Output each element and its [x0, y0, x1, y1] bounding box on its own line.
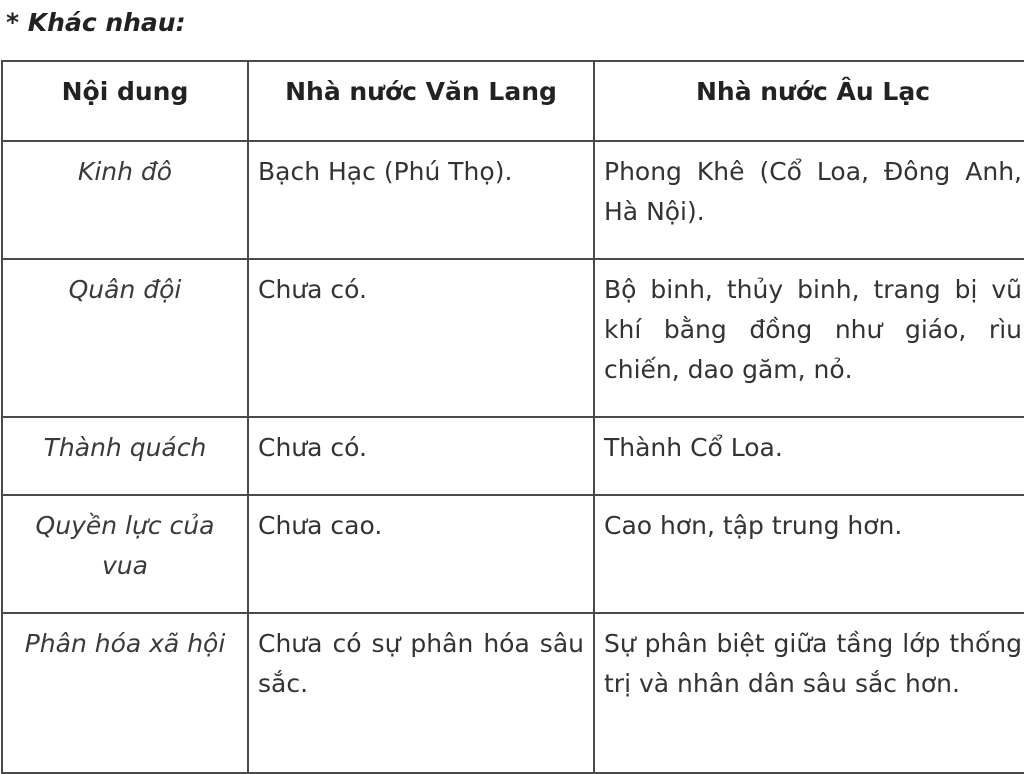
table-header-row — [2, 61, 1024, 141]
van-lang-cell: Chưa có sự phân hóa sâu sắc. — [248, 613, 594, 773]
header-cell-van-lang: Nhà nước Văn Lang — [248, 61, 594, 141]
au-lac-cell: Cao hơn, tập trung hơn. — [594, 495, 1024, 613]
row-topic-cell: Thành quách — [2, 417, 248, 495]
van-lang-cell: Chưa cao. — [248, 495, 594, 613]
au-lac-cell: Thành Cổ Loa. — [594, 417, 1024, 495]
au-lac-cell: Bộ binh, thủy binh, trang bị vũ khí bằng đồng như giáo, rìu chiến, dao găm, nỏ. — [594, 259, 1024, 417]
header-cell-au-lac: Nhà nước Âu Lạc — [594, 61, 1024, 141]
table-row — [2, 495, 1024, 613]
row-topic-cell: Kinh đô — [2, 141, 248, 259]
table-row — [2, 613, 1024, 773]
au-lac-cell: Phong Khê (Cổ Loa, Đông Anh, Hà Nội). — [594, 141, 1024, 259]
van-lang-cell: Bạch Hạc (Phú Thọ). — [248, 141, 594, 259]
row-topic-cell: Quyền lực của vua — [2, 495, 248, 613]
au-lac-cell: Sự phân biệt giữa tầng lớp thống trị và nhân dân sâu sắc hơn. — [594, 613, 1024, 773]
van-lang-cell: Chưa có. — [248, 417, 594, 495]
header-cell-content: Nội dung — [2, 61, 248, 141]
van-lang-cell: Chưa có. — [248, 259, 594, 417]
table-row — [2, 417, 1024, 495]
comparison-table — [1, 60, 1024, 774]
row-topic-cell: Quân đội — [2, 259, 248, 417]
table-row — [2, 141, 1024, 259]
table-row — [2, 259, 1024, 417]
row-topic-cell: Phân hóa xã hội — [2, 613, 248, 773]
section-heading: * Khác nhau: — [6, 8, 186, 37]
